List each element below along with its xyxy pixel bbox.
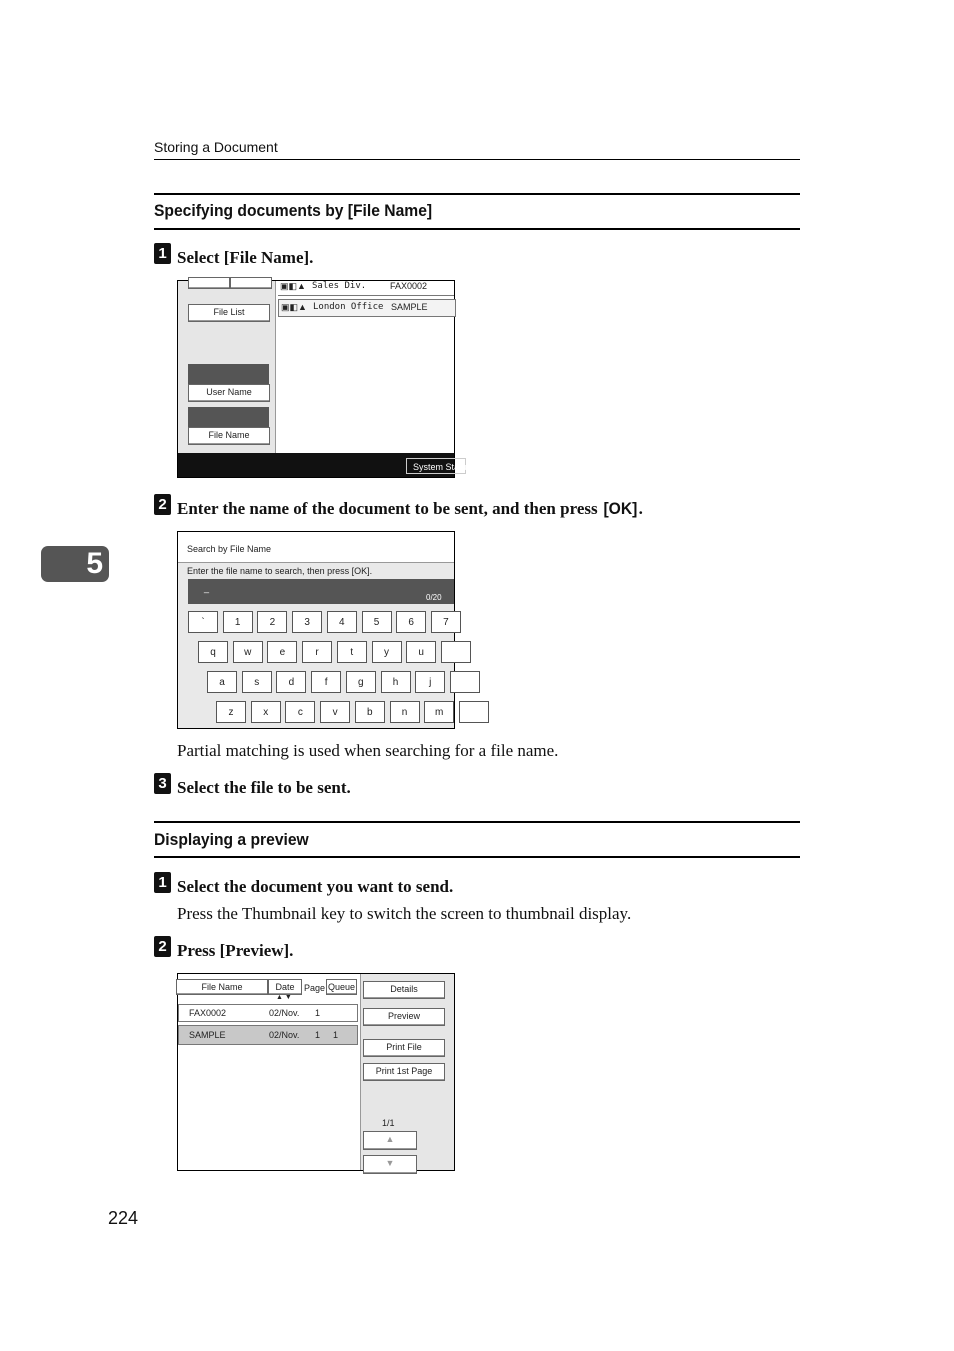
file-name-button[interactable]: File Name [188, 427, 270, 445]
arrow-down-icon: ▼ [385, 1158, 395, 1168]
step-text: Select the file to be sent. [177, 778, 351, 797]
key-1[interactable]: 1 [223, 611, 253, 633]
top-button-left[interactable] [188, 277, 230, 289]
ok-key-label: [OK] [603, 499, 638, 518]
step-text-value: Enter the name of the document to be sent, and then press [177, 499, 602, 518]
row-page: 1 [315, 1030, 321, 1040]
key-3[interactable]: 3 [292, 611, 322, 633]
key-b[interactable]: b [355, 701, 385, 723]
print-file-button[interactable]: Print File [363, 1039, 445, 1057]
step-text [177, 248, 313, 268]
key-s[interactable]: s [242, 671, 272, 693]
sort-file-name-button[interactable]: File Name [176, 979, 268, 995]
step-number: 2 [154, 494, 171, 515]
section-title: Specifying documents by [File Name] [154, 201, 433, 220]
key-x[interactable]: x [251, 701, 281, 723]
key-z[interactable]: z [216, 701, 246, 723]
text-cursor: _ [204, 583, 210, 593]
file-row[interactable] [278, 299, 456, 317]
details-button[interactable]: Details [363, 981, 445, 999]
key-4[interactable]: 4 [327, 611, 357, 633]
row-queue: 1 [333, 1030, 339, 1040]
key-j[interactable]: j [415, 671, 445, 693]
note-text: Partial matching is used when searching for a file name. [177, 741, 559, 760]
page-number: 224 [108, 1208, 139, 1228]
key-2[interactable]: 2 [257, 611, 287, 633]
key-m[interactable]: m [424, 701, 454, 723]
sort-arrows-icon: ▲ ▼ [276, 994, 292, 1001]
step-text [177, 499, 643, 519]
key-partial[interactable] [441, 641, 471, 663]
key-g[interactable]: g [346, 671, 376, 693]
file-name-header [188, 407, 269, 427]
table-row-selected[interactable] [178, 1025, 358, 1045]
section-title: Displaying a preview [154, 830, 309, 849]
key-f[interactable]: f [311, 671, 341, 693]
key-q[interactable]: q [198, 641, 228, 663]
step-number: 1 [154, 243, 171, 264]
key-r[interactable]: r [302, 641, 332, 663]
sort-queue-button[interactable]: Queue [326, 979, 357, 995]
file-type-icon: ▣◧▲ [281, 302, 307, 312]
screenshot-file-list [177, 280, 472, 478]
key-partial[interactable] [459, 701, 489, 723]
screenshot-preview-list [177, 973, 455, 1171]
dialog-prompt: Enter the file name to search, then press [OK]. [187, 566, 373, 576]
row-file: FAX0002 [390, 281, 428, 291]
file-row[interactable] [278, 281, 454, 296]
section-rule-top [154, 193, 800, 195]
sort-date-button[interactable]: Date [268, 979, 302, 995]
step-text-value: Select [File Name]. [177, 248, 314, 267]
chapter-tab: 5 [41, 546, 109, 582]
print-first-page-button[interactable]: Print 1st Page [363, 1063, 445, 1081]
step-text: Select the document you want to send. [177, 877, 454, 896]
key-c[interactable]: c [285, 701, 315, 723]
step-text-value: Press [Preview]. [177, 941, 294, 960]
user-name-button[interactable]: User Name [188, 384, 270, 402]
row-user: London Office [313, 302, 384, 312]
running-title: Storing a Document [154, 139, 278, 155]
row-name: FAX0002 [189, 1008, 227, 1018]
top-button-right[interactable] [230, 277, 272, 289]
key-d[interactable]: d [276, 671, 306, 693]
section-rule-top [154, 821, 800, 823]
key-6[interactable]: 6 [396, 611, 426, 633]
key-t[interactable]: t [337, 641, 367, 663]
row-file: SAMPLE [391, 302, 428, 312]
preview-button[interactable]: Preview [363, 1008, 445, 1026]
row-user: Sales Div. [312, 281, 367, 291]
header-rule [154, 159, 800, 160]
key-5[interactable]: 5 [362, 611, 392, 633]
key-`[interactable]: ` [188, 611, 218, 633]
step-text-end: . [638, 499, 643, 518]
step-number: 2 [154, 936, 171, 957]
step-number: 1 [154, 872, 171, 893]
step-number: 3 [154, 773, 171, 794]
file-list-button[interactable]: File List [188, 304, 270, 322]
key-e[interactable]: e [267, 641, 297, 663]
screenshot-search-keyboard [177, 531, 455, 729]
key-w[interactable]: w [233, 641, 263, 663]
user-name-header [188, 364, 269, 384]
scroll-down-button[interactable] [363, 1155, 417, 1174]
arrow-up-icon: ▲ [385, 1134, 395, 1144]
row-page: 1 [315, 1008, 321, 1018]
scroll-up-button[interactable] [363, 1131, 417, 1150]
key-a[interactable]: a [207, 671, 237, 693]
key-y[interactable]: y [372, 641, 402, 663]
key-u[interactable]: u [406, 641, 436, 663]
row-date: 02/Nov. [269, 1008, 300, 1018]
dialog-title-bar [178, 532, 454, 563]
page-column-label: Page [304, 983, 326, 993]
file-table [178, 974, 361, 1170]
row-date: 02/Nov. [269, 1030, 300, 1040]
dialog-title: Search by File Name [187, 544, 272, 554]
key-h[interactable]: h [381, 671, 411, 693]
step-detail: Press the Thumbnail key to switch the screen to thumbnail display. [177, 904, 632, 923]
table-row[interactable] [178, 1004, 358, 1022]
key-partial[interactable] [450, 671, 480, 693]
file-type-icon: ▣◧▲ [280, 281, 306, 291]
search-input[interactable] [188, 579, 454, 604]
key-7[interactable]: 7 [431, 611, 461, 633]
row-name: SAMPLE [189, 1030, 226, 1040]
section-rule-bottom [154, 856, 800, 858]
section-rule-bottom [154, 228, 800, 230]
char-counter: 0/20 [426, 593, 442, 602]
key-n[interactable]: n [390, 701, 420, 723]
system-status-button[interactable]: System Status [406, 458, 466, 474]
page-indicator: 1/1 [382, 1118, 395, 1128]
step-text [177, 941, 293, 961]
key-v[interactable]: v [320, 701, 350, 723]
